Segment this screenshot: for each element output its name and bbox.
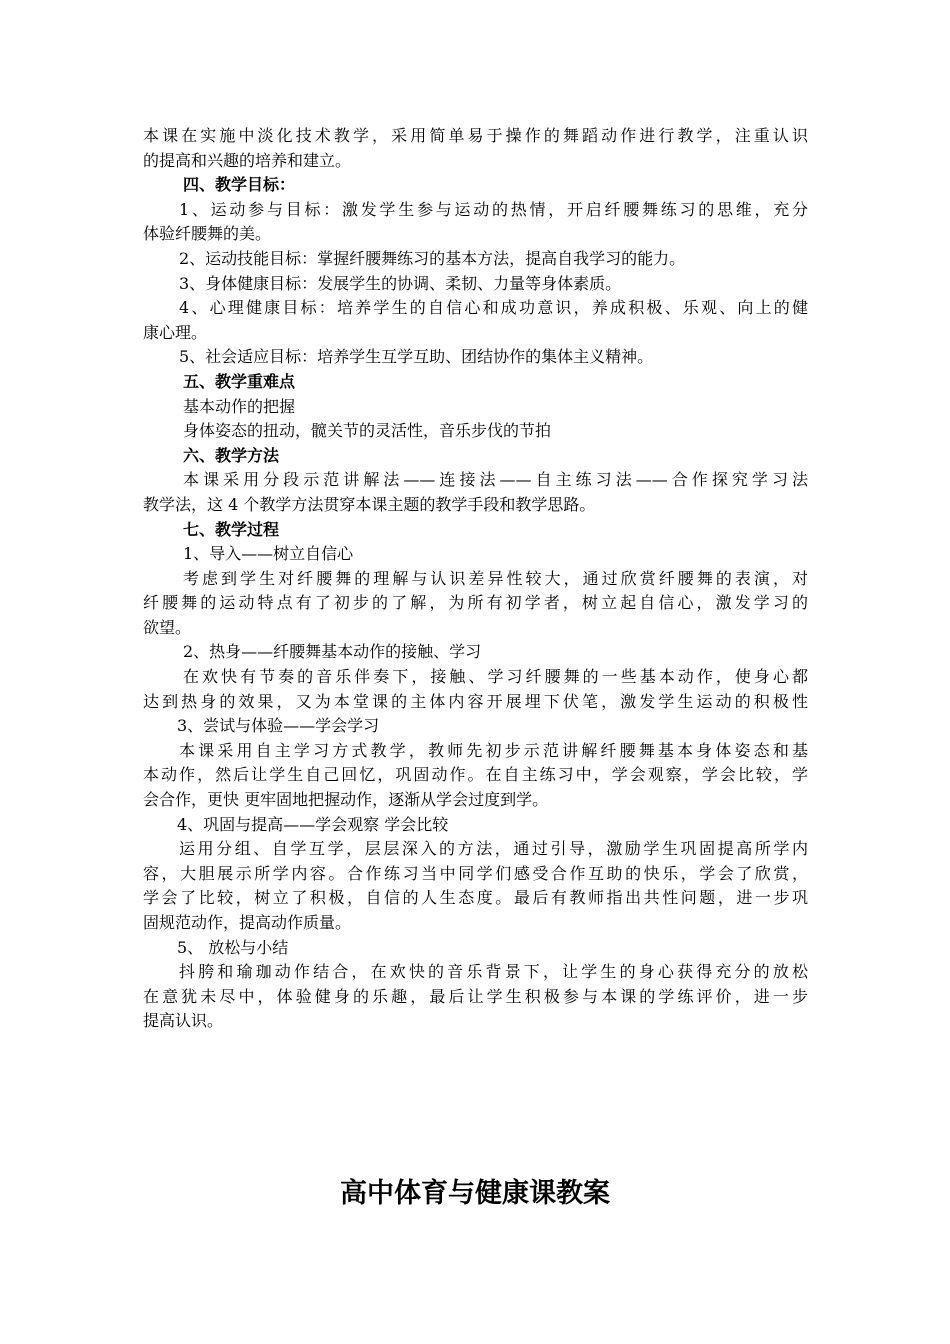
paragraph-line: 5、社会适应目标：培养学生互学互助、团结协作的集体主义精神。	[179, 347, 654, 367]
paragraph-line: 教学法，这 4 个教学方法贯穿本课主题的教学手段和教学思路。	[143, 494, 596, 514]
subsection-heading: 4、巩固与提高——学会观察 学会比较	[177, 814, 449, 834]
subsection-heading: 3、尝试与体验——学会学习	[177, 716, 380, 736]
paragraph-line: 欲望。	[143, 617, 192, 637]
subsection-heading: 5、 放松与小结	[177, 937, 289, 957]
paragraph-line: 1、运动参与目标：激发学生参与运动的热情，开启纤腰舞练习的思维，充分	[179, 199, 808, 219]
paragraph-line: 基本动作的把握	[183, 396, 296, 416]
section-heading-process: 七、教学过程	[183, 519, 280, 539]
paragraph-line: 3、身体健康目标：发展学生的协调、柔韧、力量等身体素质。	[179, 273, 622, 293]
paragraph-line: 体验纤腰舞的美。	[143, 224, 272, 244]
subsection-heading: 1、导入——树立自信心	[183, 544, 354, 564]
paragraph-line: 学会了比较，树立了积极，自信的人生态度。最后有教师指出共性问题，进一步巩	[143, 888, 808, 908]
paragraph-line: 容，大胆展示所学内容。合作练习当中同学们感受合作互助的快乐，学会了欣赏，	[143, 863, 808, 883]
section-heading-methods: 六、教学方法	[183, 445, 280, 465]
paragraph-line: 本动作，然后让学生自己回忆，巩固动作。在自主练习中，学会观察，学会比较，学	[143, 765, 808, 785]
paragraph-line: 抖胯和瑜珈动作结合，在欢快的音乐背景下，让学生的身心获得充分的放松	[179, 962, 808, 982]
section-heading-objectives: 四、教学目标：	[183, 175, 296, 195]
document-body	[143, 124, 808, 1034]
paragraph-line: 本课采用自主学习方式教学，教师先初步示范讲解纤腰舞基本身体姿态和基	[179, 740, 808, 760]
paragraph-line: 在欢快有节奏的音乐伴奏下，接触、学习纤腰舞的一些基本动作，使身心都	[183, 667, 808, 687]
paragraph-line: 会合作，更快 更牢固地把握动作，逐渐从学会过度到学。	[143, 790, 549, 810]
paragraph-line: 固规范动作，提高动作质量。	[143, 913, 352, 932]
paragraph-line: 本课采用分段示范讲解法——连接法——自主练习法——合作探究学习法	[183, 470, 808, 490]
paragraph-line: 4、心理健康目标：培养学生的自信心和成功意识，养成积极、乐观、向上的健	[179, 298, 808, 318]
paragraph-line: 纤腰舞的运动特点有了初步的了解，为所有初学者，树立起自信心，激发学习的	[143, 593, 808, 613]
paragraph-line: 在意犹未尽中，体验健身的乐趣，最后让学生积极参与本课的学练评价，进一步	[143, 986, 808, 1006]
paragraph-line: 2、运动技能目标：掌握纤腰舞练习的基本方法，提高自我学习的能力。	[179, 248, 686, 268]
paragraph-line: 达到热身的效果，又为本堂课的主体内容开展埋下伏笔，激发学生运动的积极性	[143, 691, 808, 711]
paragraph-line: 考虑到学生对纤腰舞的理解与认识差异性较大，通过欣赏纤腰舞的表演，对	[183, 568, 808, 588]
paragraph-line: 运用分组、自学互学，层层深入的方法，通过引导，激励学生巩固提高所学内	[179, 839, 808, 859]
paragraph-line: 提高认识。	[143, 1011, 224, 1031]
subsection-heading: 2、热身——纤腰舞基本动作的接触、学习	[183, 642, 482, 662]
paragraph-line: 康心理。	[143, 322, 208, 342]
section-heading-key-points: 五、教学重难点	[183, 371, 296, 391]
paragraph-line: 的提高和兴趣的培养和建立。	[143, 150, 352, 170]
next-document-title: 高中体育与健康课教案	[340, 1178, 610, 1209]
paragraph-line: 身体姿态的扭动，髋关节的灵活性，音乐步伐的节拍	[183, 421, 552, 441]
paragraph-line: 本课在实施中淡化技术教学，采用简单易于操作的舞蹈动作进行教学，注重认识	[143, 126, 808, 145]
